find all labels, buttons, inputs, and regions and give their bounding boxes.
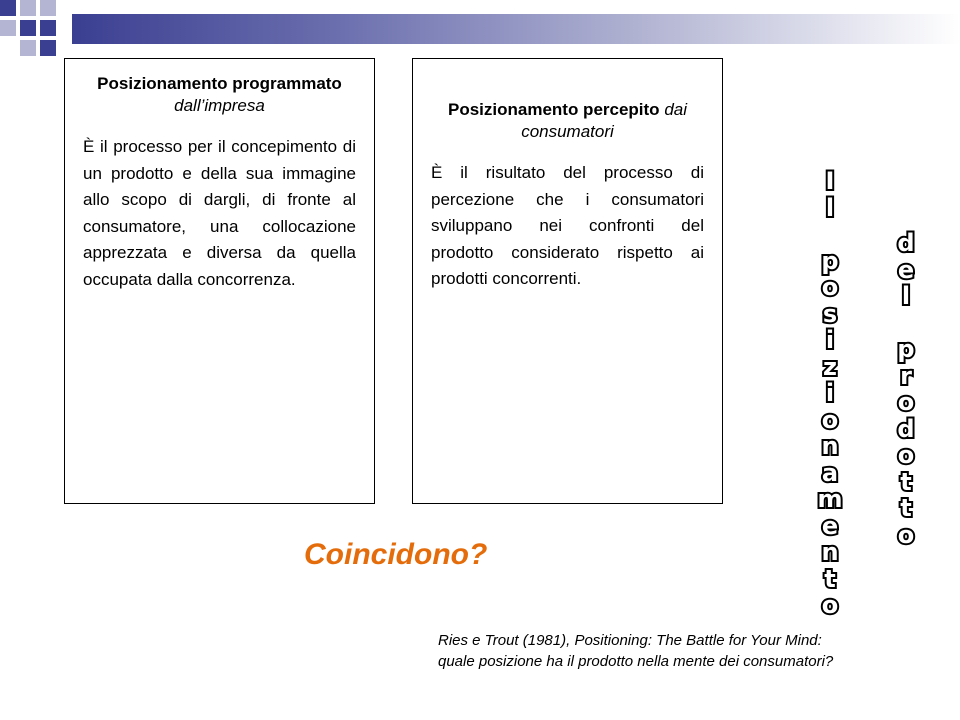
vertical-letter: t — [900, 467, 912, 496]
vertical-word-prodotto — [884, 230, 928, 548]
vertical-letter: s — [822, 299, 838, 328]
deco-square-2 — [20, 0, 36, 16]
vertical-letter: a — [821, 458, 839, 487]
deco-square-6 — [40, 20, 56, 36]
vertical-letter: o — [821, 591, 839, 619]
vertical-letter — [902, 310, 910, 337]
vertical-letter: o — [897, 520, 915, 549]
box-left-title: Posizionamento programmato — [97, 74, 342, 93]
vertical-letter: p — [821, 246, 839, 275]
vertical-letter: e — [897, 255, 915, 284]
box-left-body: È il processo per il concepimento di un prodotto e della sua immagine allo scopo di dargli, di fronte al consumatore, una collocazione apprezzata e diversa da quella occupata dalla concorrenza. — [83, 137, 356, 289]
vertical-word-posizionamento — [808, 168, 852, 619]
citation-line-2: quale posizione ha il prodotto nella mente dei consumatori? — [438, 653, 834, 670]
vertical-letter: t — [824, 564, 836, 593]
box-left-subtitle: dall’impresa — [174, 96, 265, 115]
vertical-letter: i — [825, 379, 835, 407]
vertical-letter: d — [897, 229, 915, 257]
box-right-title-bold: Posizionamento percepito — [447, 100, 660, 119]
vertical-letter: n — [821, 538, 839, 566]
question-text: Coincidono? — [304, 538, 488, 571]
vertical-letter: r — [900, 361, 912, 390]
citation-line-1: Ries e Trout (1981), Positioning: The Battle for Your Mind: — [438, 632, 822, 649]
vertical-letter: l — [825, 193, 835, 222]
vertical-letter: t — [900, 494, 912, 522]
vertical-letter: m — [817, 485, 843, 513]
vertical-letter: o — [897, 441, 915, 469]
vertical-letter: o — [821, 405, 839, 434]
vertical-letter: d — [897, 414, 915, 443]
vertical-letter: i — [825, 326, 835, 354]
vertical-letter: n — [821, 432, 839, 460]
citation — [438, 630, 833, 672]
header-gradient-bar — [72, 14, 960, 44]
box-right-body: È il risultato del processo di percezione che i consumatori sviluppano nei confronti del prodotto considerato rispetto ai prodotti concorrenti. — [431, 163, 704, 288]
deco-square-8 — [40, 40, 56, 56]
vertical-letter: o — [897, 388, 915, 416]
vertical-letter: p — [897, 335, 915, 363]
box-right-title-rest: dai consumatori — [521, 100, 687, 141]
box-positioning-perceived — [412, 58, 723, 504]
vertical-letter — [826, 221, 834, 248]
deco-square-7 — [20, 40, 36, 56]
box-right-title — [431, 99, 704, 143]
box-positioning-planned — [64, 58, 375, 504]
vertical-letter: l — [901, 282, 911, 310]
deco-square-5 — [20, 20, 36, 36]
vertical-letter: z — [823, 352, 837, 381]
deco-square-1 — [0, 0, 16, 16]
deco-square-4 — [0, 20, 16, 36]
vertical-letter: I — [825, 167, 835, 195]
deco-square-3 — [40, 0, 56, 16]
vertical-letter: e — [821, 511, 839, 540]
vertical-letter: o — [821, 273, 839, 301]
